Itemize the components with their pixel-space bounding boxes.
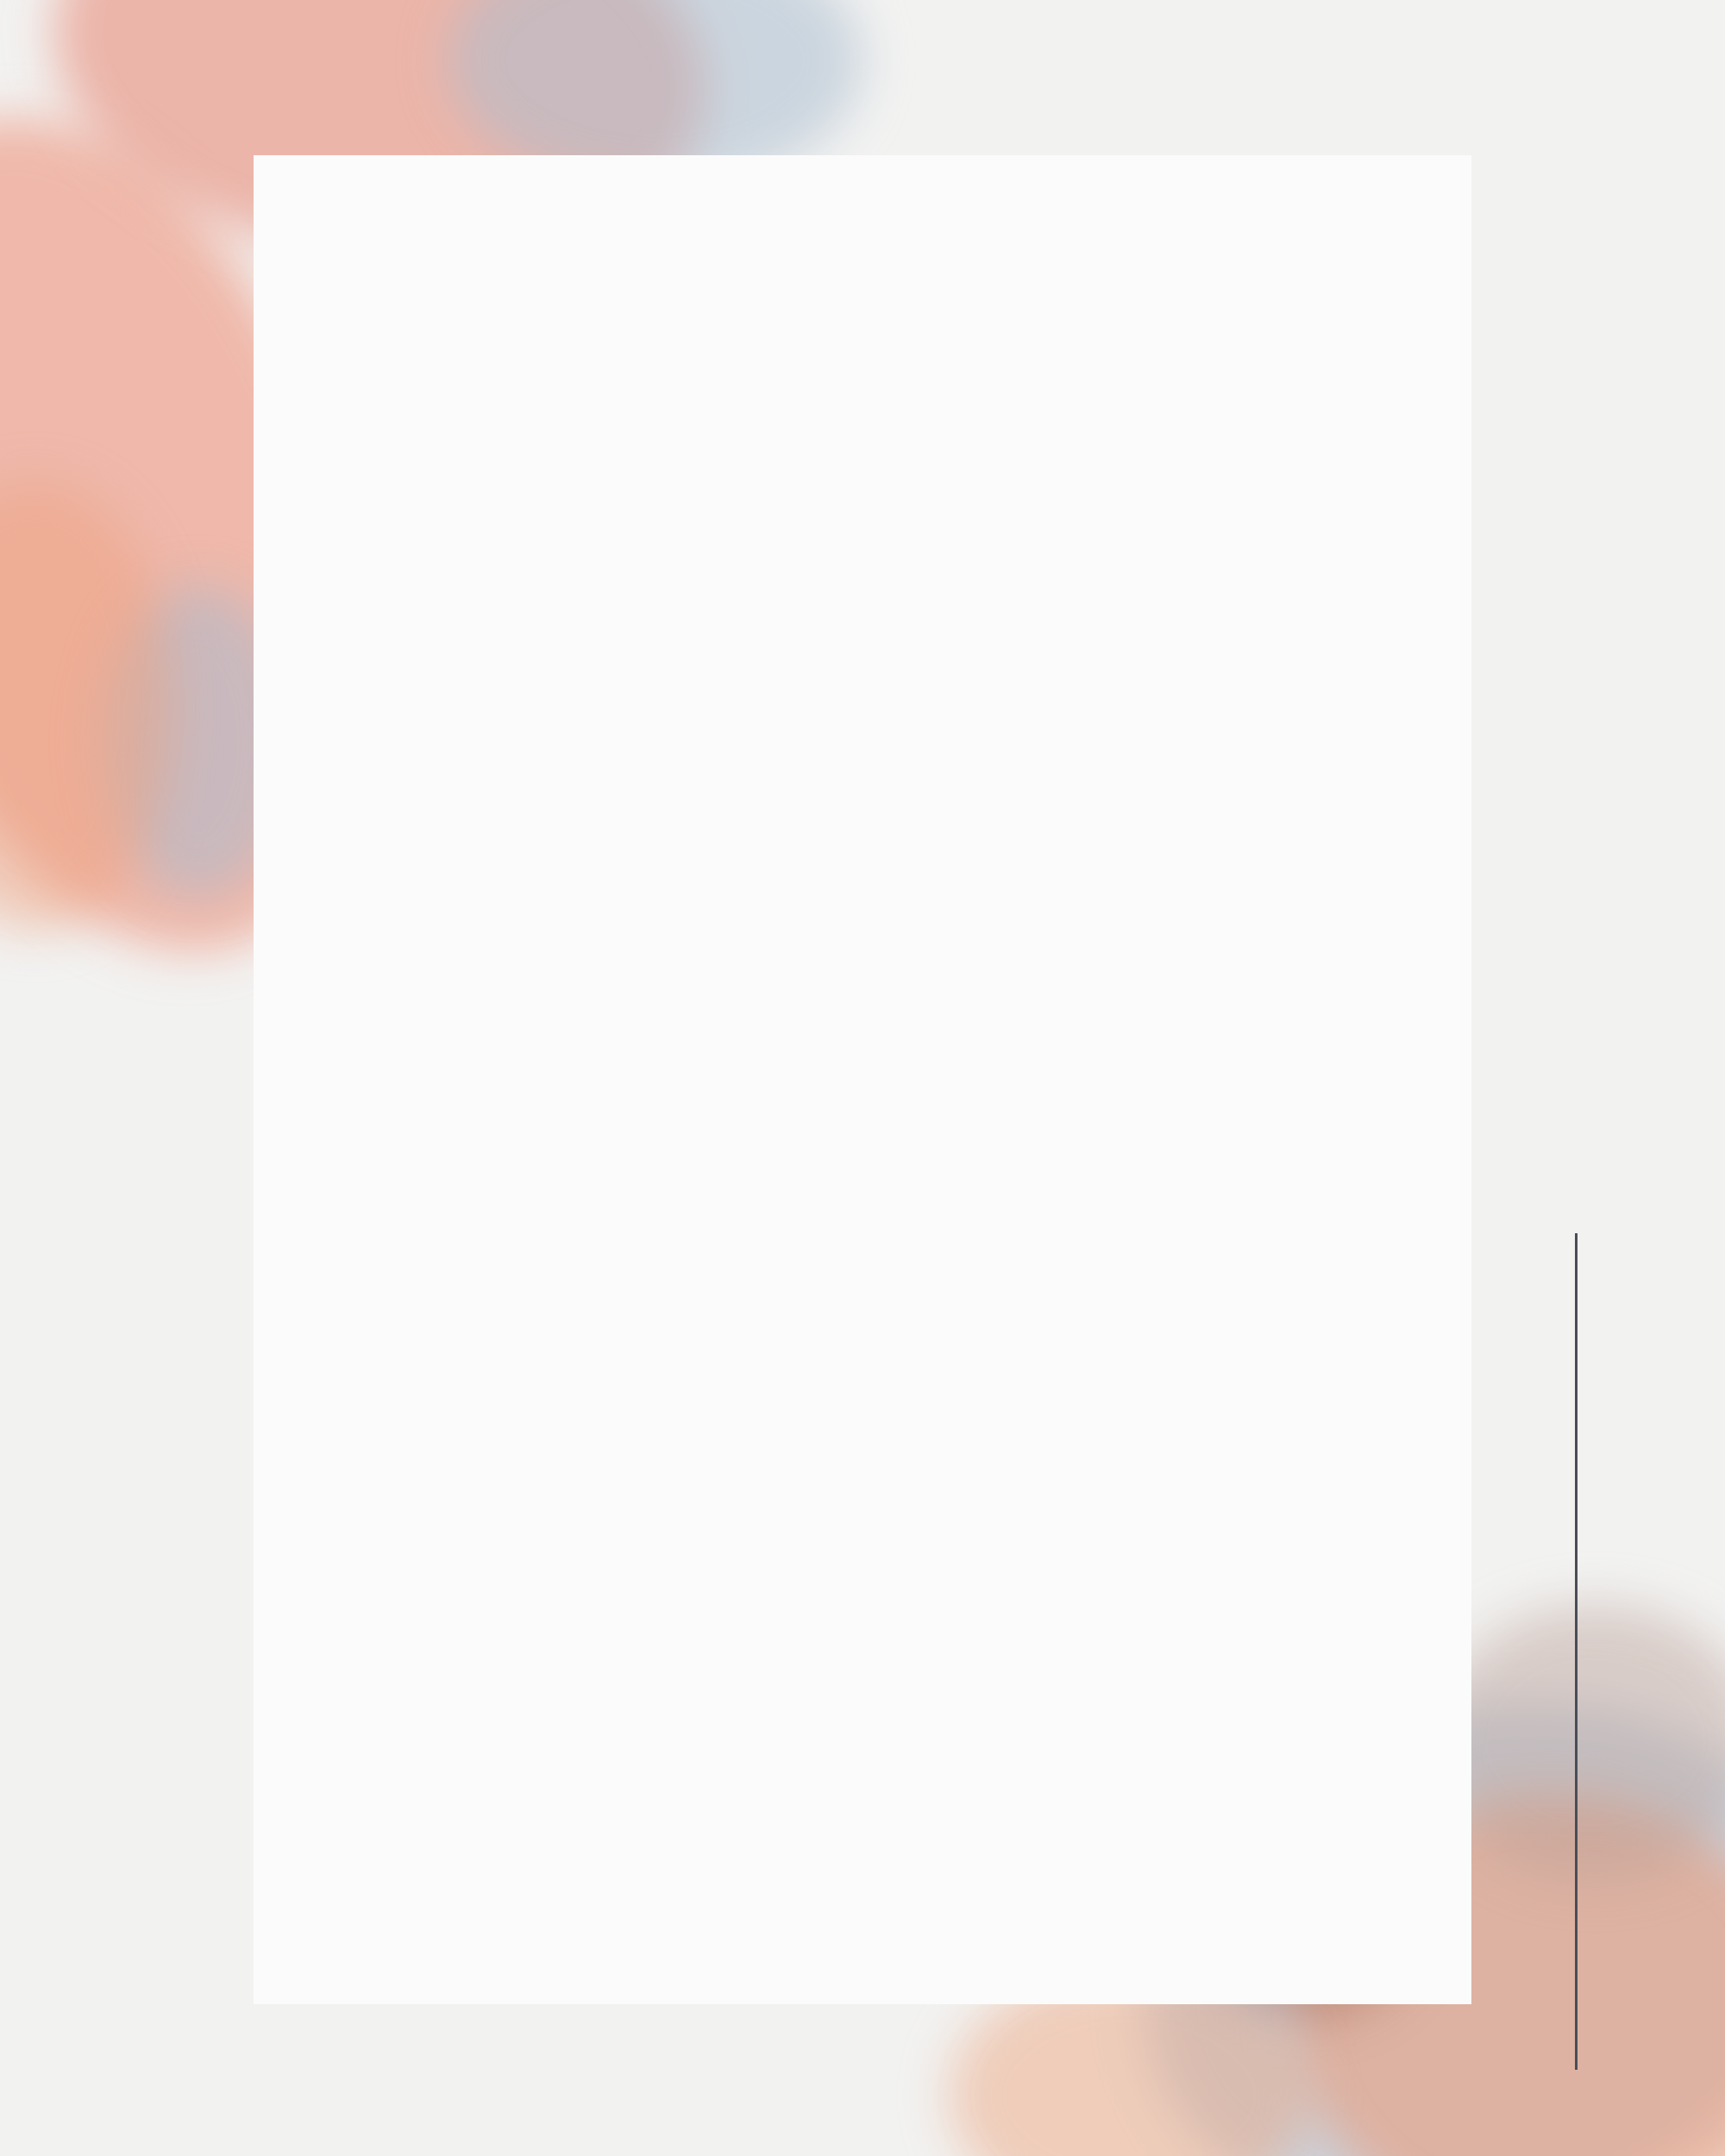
content-card	[254, 155, 1471, 2004]
brand-vertical-label	[99, 95, 160, 1018]
website-vertical-link[interactable]	[1575, 1233, 1647, 2070]
